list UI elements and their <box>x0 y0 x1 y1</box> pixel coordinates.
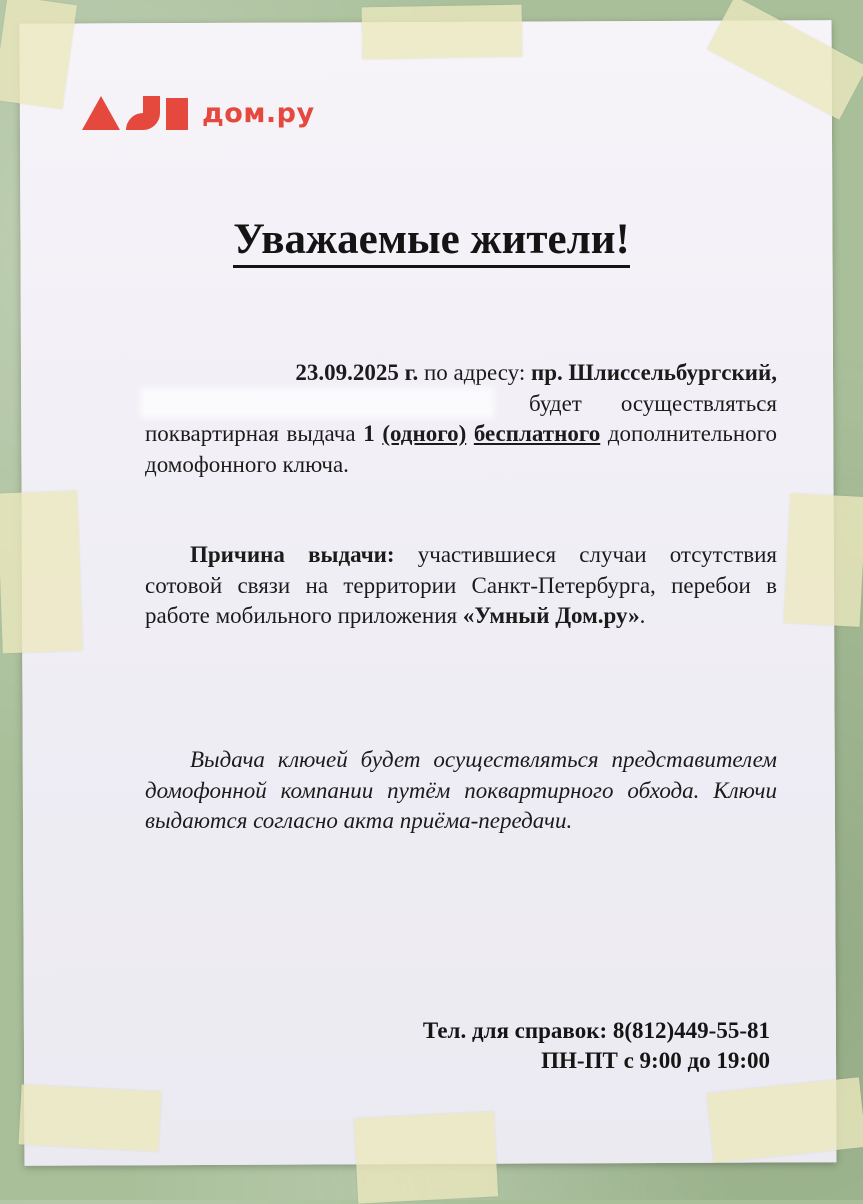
domru-logo <box>82 96 315 130</box>
phone-line: Тел. для справок: 8(812)449-55-81 <box>422 1018 770 1043</box>
paragraph-reason <box>145 540 777 632</box>
paragraph-procedure <box>145 745 777 837</box>
notice-title <box>0 215 863 264</box>
tape-middle-right <box>784 493 863 627</box>
redacted-address <box>145 392 490 414</box>
key-count: 1 <box>363 421 375 446</box>
free-text: бесплатного <box>473 421 601 446</box>
domru-logo-text: дом.ру <box>202 97 315 129</box>
reason-label: Причина выдачи: <box>190 542 395 567</box>
tape-bottom-left <box>19 1084 162 1151</box>
notice-title-text: Уважаемые жители! <box>233 216 630 268</box>
paragraph-distribution <box>145 358 777 480</box>
paragraph-distribution-main <box>145 389 777 481</box>
reason-text: участившиеся случаи отсутствия сотовой связи на территории Санкт-Петербурга, перебои в работе мобильного приложения <box>145 542 777 628</box>
address-intro: по адресу: <box>423 360 526 385</box>
procedure-text: Выдача ключей будет осуществляться представителем домофонной компании путём поквартирного обхода. Ключи выдаются согласно акта приёма-передачи. <box>145 747 777 833</box>
paragraph-reason-text <box>145 540 777 632</box>
contacts-block <box>423 1016 770 1076</box>
paragraph-distribution-text <box>145 358 777 389</box>
app-name: «Умный Дом.ру» <box>462 603 640 628</box>
domru-logo-icon <box>82 96 188 130</box>
distribution-text: будет осуществляться поквартирная выдача <box>145 390 778 446</box>
key-count-words: (одного) <box>382 421 467 446</box>
tape-bottom-center <box>354 1111 498 1203</box>
date-text: 23.09.2025 г. <box>295 360 419 385</box>
tape-middle-left <box>0 491 83 654</box>
distribution-ending: дополнительного домофонного ключа. <box>145 421 778 477</box>
address-text: пр. Шлиссельбургский, <box>530 360 777 385</box>
tape-top-center <box>362 5 523 60</box>
reason-end: . <box>639 603 646 628</box>
hours-line: ПН-ПТ с 9:00 до 19:00 <box>541 1048 770 1073</box>
